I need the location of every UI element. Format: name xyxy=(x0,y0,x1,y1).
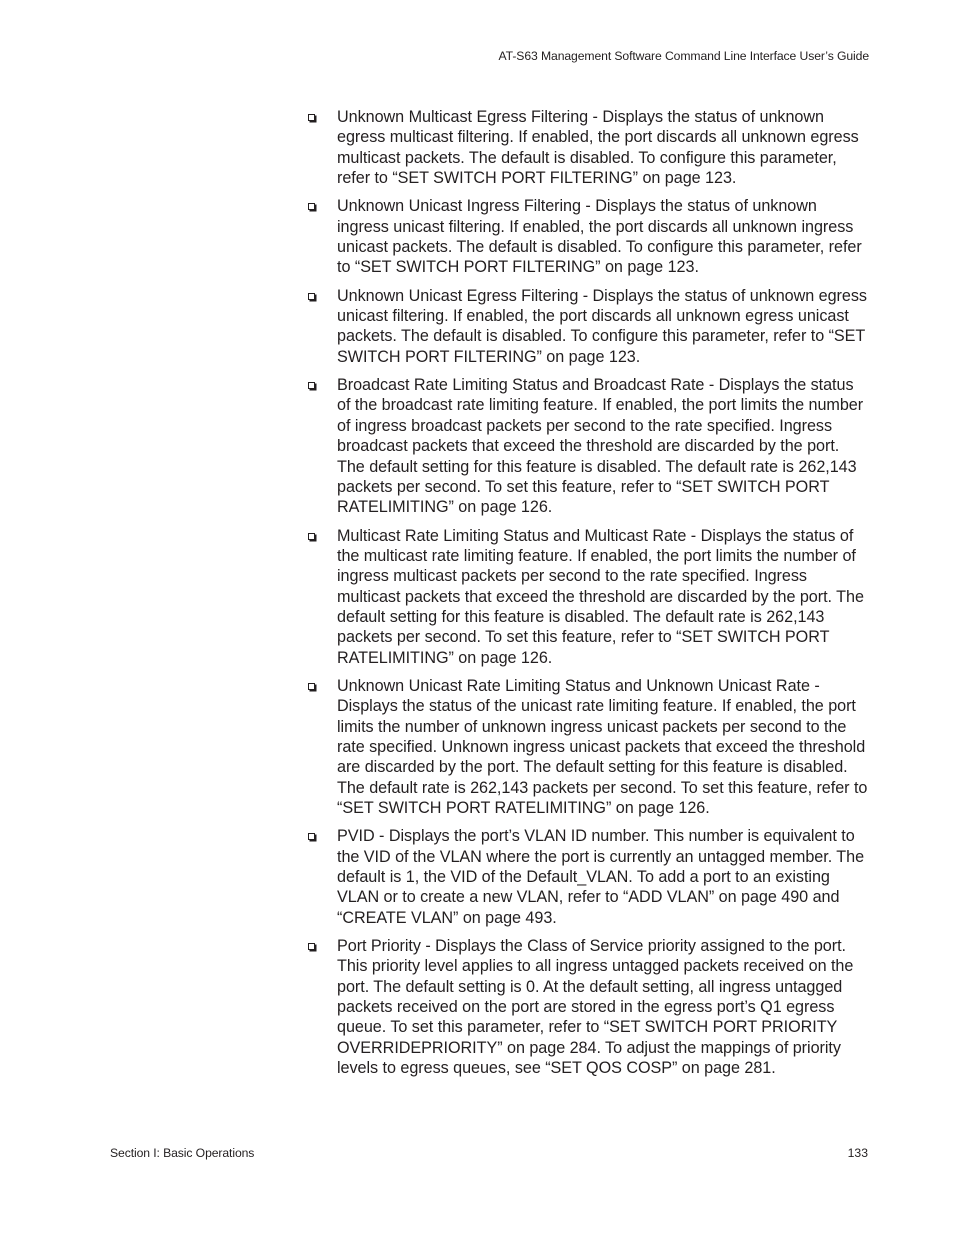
list-item-text: Port Priority - Displays the Class of Service priority assigned to the port. This priority level applies to all ingress untagged packets received on the port. The default setting is 0. At the default setting, all ingress untagged packets received on the port are stored in the egress port’s Q1 egress queue. To set this parameter, refer to “SET SWITCH PORT PRIORITY OVERRIDEPRIORITY” on page 284. To adjust the mappings of priority levels to egress queues, see “SET QOS COSP” on page 281. xyxy=(337,937,854,1078)
list-item-text: Unknown Multicast Egress Filtering - Displays the status of unknown egress multicast filtering. If enabled, the port discards all unknown egress multicast packets. The default is disabled. To configure this parameter, refer to “SET SWITCH PORT FILTERING” on page 123. xyxy=(337,108,859,188)
bullet-list xyxy=(306,107,871,1086)
list-item-text: Unknown Unicast Rate Limiting Status and Unknown Unicast Rate - Displays the status of the unicast rate limiting feature. If enabled, the port limits the number of unknown ingress unicast packets per second to the rate specified. Unknown ingress unicast packets that exceed the threshold are discarded by the port. The default setting for this feature is disabled. The default rate is 262,143 packets per second. To set this feature, refer to “SET SWITCH PORT RATELIMITING” on page 126. xyxy=(337,676,868,817)
list-item-text: PVID - Displays the port’s VLAN ID number. This number is equivalent to the VID of the VLAN where the port is currently an untagged member. The default is 1, the VID of the Default_VLAN. To add a port to an existing VLAN or to create a new VLAN, refer to “ADD VLAN” on page 490 and “CREATE VLAN” on page 493. xyxy=(337,827,865,927)
list-item xyxy=(306,375,871,517)
list-item xyxy=(306,286,871,367)
square-bullet-icon xyxy=(308,382,315,389)
list-item xyxy=(306,676,871,818)
square-bullet-icon xyxy=(308,533,315,540)
list-item xyxy=(306,107,871,188)
footer-section-title: Section I: Basic Operations xyxy=(110,1146,255,1160)
square-bullet-icon xyxy=(308,293,315,300)
list-item xyxy=(306,936,871,1078)
square-bullet-icon xyxy=(308,683,315,690)
list-item xyxy=(306,826,871,928)
list-item-text: Unknown Unicast Ingress Filtering - Displays the status of unknown ingress unicast filtering. If enabled, the port discards all unknown ingress unicast packets. The default is disabled. To configure this parameter, refer to “SET SWITCH PORT FILTERING” on page 123. xyxy=(337,197,862,277)
list-item xyxy=(306,526,871,668)
running-header: AT-S63 Management Software Command Line Interface User’s Guide xyxy=(498,49,869,63)
list-item-text: Unknown Unicast Egress Filtering - Displays the status of unknown egress unicast filtering. If enabled, the port discards all unknown egress unicast packets. The default is disabled. To configure this parameter, refer to “SET SWITCH PORT FILTERING” on page 123. xyxy=(337,286,867,366)
square-bullet-icon xyxy=(308,943,315,950)
page-number: 133 xyxy=(847,1146,868,1160)
list-item-text: Multicast Rate Limiting Status and Multicast Rate - Displays the status of the multicast rate limiting feature. If enabled, the port limits the number of ingress multicast packets per second to the rate specified. Ingress multicast packets that exceed the threshold are discarded by the port. The default setting for this feature is disabled. The default rate is 262,143 packets per second. To set this feature, refer to “SET SWITCH PORT RATELIMITING” on page 126. xyxy=(337,526,864,667)
square-bullet-icon xyxy=(308,203,315,210)
list-item xyxy=(306,196,871,277)
list-item-text: Broadcast Rate Limiting Status and Broadcast Rate - Displays the status of the broadcast rate limiting feature. If enabled, the port limits the number of ingress broadcast packets per second to the rate specified. Ingress broadcast packets that exceed the threshold are discarded by the port. The default setting for this feature is disabled. The default rate is 262,143 packets per second. To set this feature, refer to “SET SWITCH PORT RATELIMITING” on page 126. xyxy=(337,376,864,517)
square-bullet-icon xyxy=(308,114,315,121)
square-bullet-icon xyxy=(308,833,315,840)
